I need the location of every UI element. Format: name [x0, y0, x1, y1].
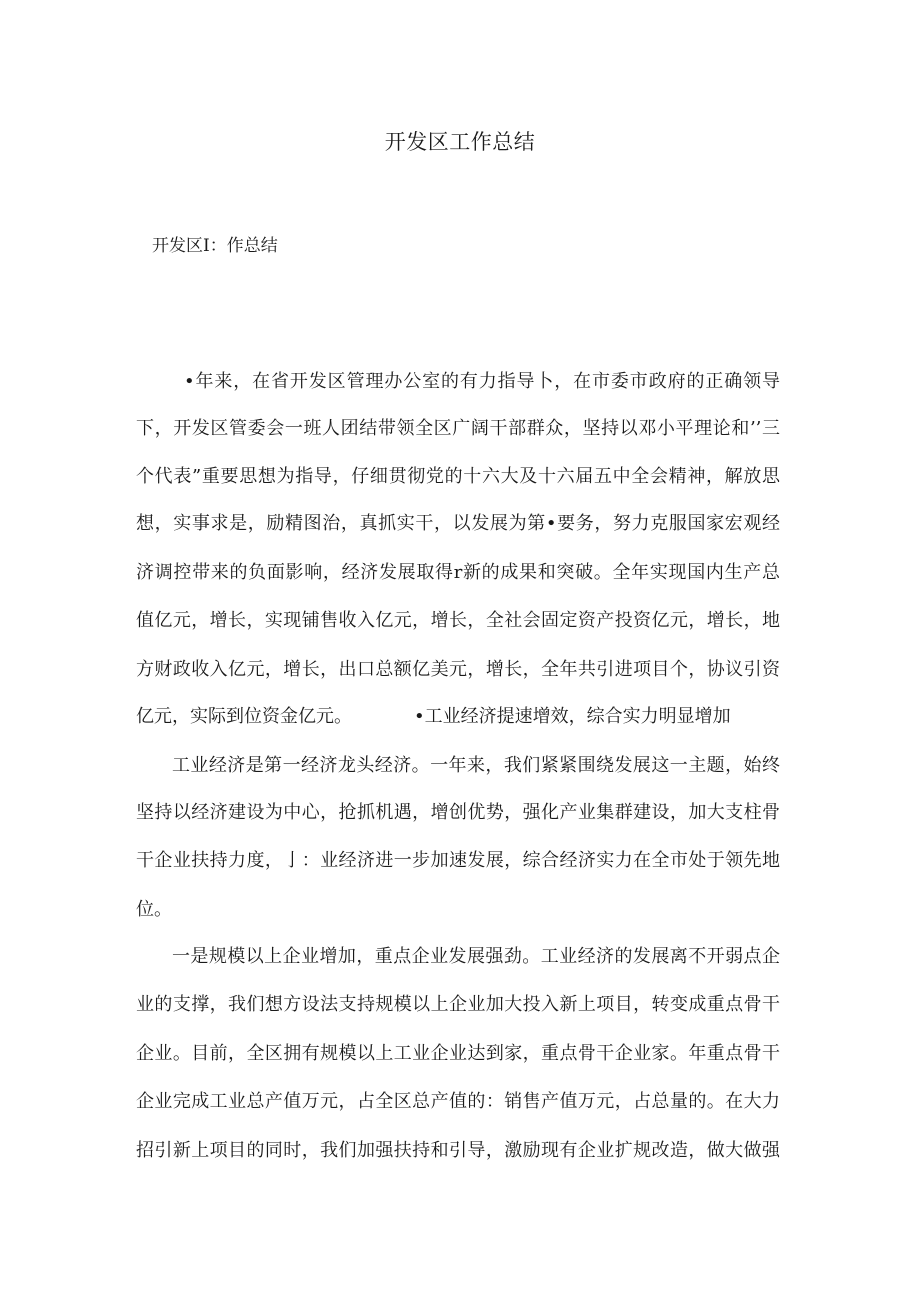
paragraph-line-start: 亿元，实际到位资金亿元。: [136, 706, 352, 727]
paragraph-line: 企业。目前，全区拥有规模以上工业企业达到家，重点骨干企业家。年重点骨干: [136, 1043, 780, 1064]
document-title: 开发区工作总结: [384, 130, 536, 154]
paragraph-line: 位。: [136, 899, 172, 920]
paragraph-line: 干企业扶持力度，亅：业经济进一步加速发展，综合经济实力在全市处于领先地: [136, 850, 780, 871]
paragraph-line: [136, 702, 780, 732]
paragraph-line: •年来，在省开发区管理办公室的有力指导卜，在市委市政府的正确领导: [184, 371, 780, 392]
paragraph-line: 业的支撑，我们想方设法支持规模以上企业加大投入新上项目，转变成重点骨干: [136, 994, 780, 1015]
paragraph-line: 工业经济是第一经济龙头经济。一年来，我们紧紧围绕发展这一主题，始终: [172, 755, 780, 776]
paragraph-line: 值亿元，增长，实现铺售收入亿元，增长，全社会固定资产投资亿元，增长，地: [136, 610, 780, 631]
paragraph-line: 坚持以经济建设为中心，抢抓机遇，增创优势，强化产业集群建设，加大支柱骨: [136, 802, 780, 823]
paragraph-line: 个代表”重要思想为指导，仔细贯彻党的十六大及十六届五中全会精神，解放思: [136, 466, 780, 487]
paragraph-line: 企业完成工业总产值万元，占全区总产值的：销售产值万元，占总量的。在大力: [136, 1091, 780, 1112]
paragraph-line: 一是规模以上企业增加，重点企业发展强劲。工业经济的发展离不开弱点企: [172, 946, 780, 967]
section-heading-inline: •工业经济提速增效，综合实力明显增加: [414, 706, 731, 727]
paragraph-line: 方财政收入亿元，增长，出口总额亿美元，增长，全年共引进项目个，协议引资: [136, 659, 780, 680]
paragraph-line: 想，实事求是，励精图治，真抓实干，以发展为第•要务，努力克服国家宏观经: [136, 513, 780, 534]
document-subtitle: 开发区I：作总结: [152, 236, 278, 256]
paragraph-line: 下，开发区管委会一班人团结带领全区广阔干部群众，坚持以邓小平理论和’’三: [136, 418, 780, 439]
paragraph-line: 招引新上项目的同时，我们加强扶持和引导，激励现有企业扩规改造，做大做强: [136, 1140, 780, 1161]
paragraph-line: 济调控带来的负面影响，经济发展取得r新的成果和突破。全年实现国内生产总: [136, 562, 780, 583]
